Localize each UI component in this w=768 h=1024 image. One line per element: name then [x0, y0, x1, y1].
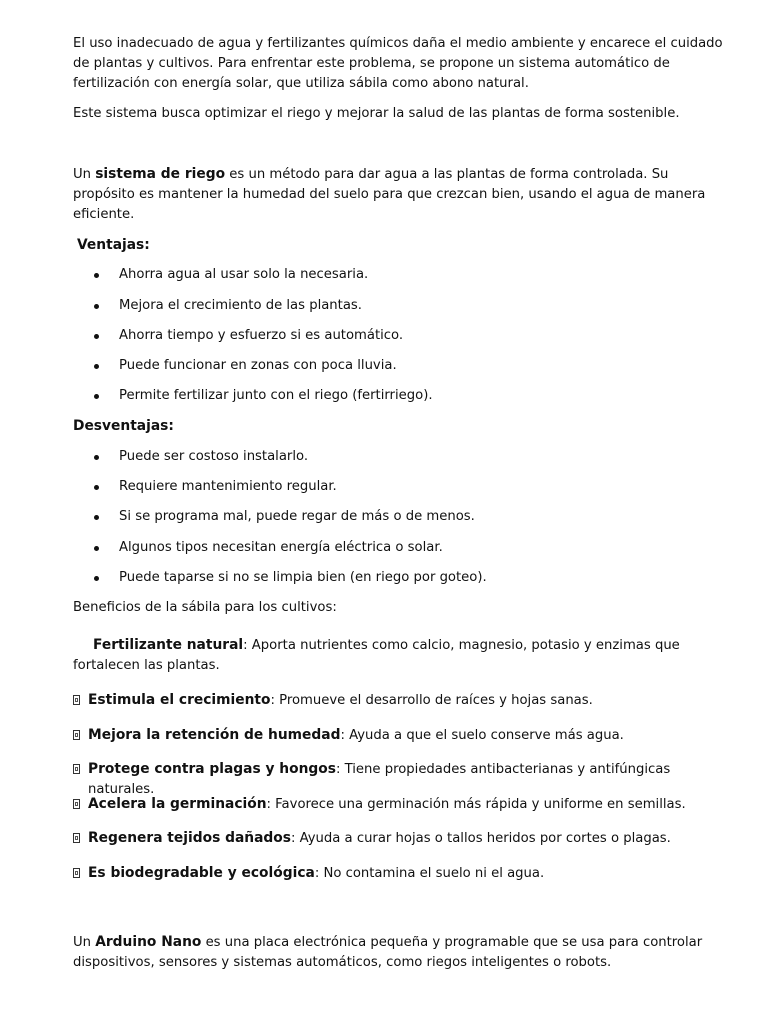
bullet-icon: [94, 364, 99, 369]
fertilizante-paragraph: [73, 635, 723, 676]
benefit-item: [73, 863, 723, 883]
list-item: [73, 386, 723, 406]
arduino-prefix: Un: [73, 934, 96, 950]
arduino-rest: es una placa electrónica pequeña y programable que se usa para controlar dispositivos, sensores y sistemas automáticos, como riegos inteligentes o robots.: [73, 934, 703, 970]
bullet-icon: [94, 546, 99, 551]
list-item: [73, 568, 723, 588]
list-item-text: Puede taparse si no se limpia bien (en riego por goteo).: [119, 569, 487, 585]
missing-glyph-icon: [73, 695, 80, 705]
benefit-text: : No contamina el suelo ni el agua.: [314, 865, 545, 881]
missing-glyph-icon: [73, 764, 80, 774]
ventajas-list: [73, 265, 723, 406]
riego-term: sistema de riego: [95, 166, 226, 182]
benefit-text: : Tiene propiedades antibacterianas y antifúngicas naturales.: [88, 762, 671, 798]
benefit-term: Acelera la germinación: [88, 795, 267, 812]
list-item: [73, 296, 723, 316]
list-item-text: Ahorra agua al usar solo la necesaria.: [119, 267, 369, 283]
missing-glyph-icon: [73, 833, 80, 843]
benefit-term: Mejora la retención de humedad: [88, 726, 341, 743]
benefit-item: [73, 828, 723, 848]
bullet-icon: [94, 304, 99, 309]
bullet-icon: [94, 273, 99, 278]
ventajas-heading: Ventajas:: [77, 237, 150, 253]
missing-glyph-icon: [73, 730, 80, 740]
document-page: [73, 30, 723, 973]
benefit-text: : Ayuda a curar hojas o tallos heridos por cortes o plagas.: [290, 831, 671, 847]
benefit-text: : Ayuda a que el suelo conserve más agua.: [340, 727, 624, 743]
benefit-term: Protege contra plagas y hongos: [88, 761, 336, 778]
list-item: [73, 447, 723, 467]
list-item-text: Requiere mantenimiento regular.: [119, 479, 337, 495]
list-item-text: Puede ser costoso instalarlo.: [119, 448, 309, 464]
bullet-icon: [94, 455, 99, 460]
missing-glyph-icon: [73, 868, 80, 878]
benefit-item: [73, 725, 723, 745]
list-item-text: Mejora el crecimiento de las plantas.: [119, 297, 362, 313]
riego-prefix: Un: [73, 167, 96, 182]
benefit-text: : Favorece una germinación más rápida y uniforme en semillas.: [266, 796, 686, 812]
list-item-text: Si se programa mal, puede regar de más o de menos.: [119, 509, 475, 525]
bullet-icon: [94, 576, 99, 581]
intro-paragraph-1: El uso inadecuado de agua y fertilizantes químicos daña el medio ambiente y encarece el cuidado de plantas y cultivos. Para enfrentar este problema, se propone un sistema automático de fertilización con energía solar, que utiliza sábila como abono natural.: [73, 36, 723, 91]
fertilizante-term: Fertilizante natural: [93, 636, 244, 653]
benefit-text: : Promueve el desarrollo de raíces y hojas sanas.: [270, 692, 593, 708]
list-item-text: Permite fertilizar junto con el riego (fertirriego).: [119, 388, 433, 404]
arduino-paragraph: [73, 932, 723, 973]
benefit-term: Regenera tejidos dañados: [88, 830, 291, 847]
list-item-text: Puede funcionar en zonas con poca lluvia.: [119, 358, 397, 374]
benefit-item: [73, 794, 723, 814]
list-item: [73, 356, 723, 376]
benefit-item: [73, 759, 723, 798]
missing-glyph-icon: [73, 799, 80, 809]
list-item-text: Ahorra tiempo y esfuerzo si es automático.: [119, 327, 404, 343]
bullet-icon: [94, 515, 99, 520]
arduino-term: Arduino Nano: [95, 933, 202, 950]
riego-rest: es un método para dar agua a las plantas de forma controlada. Su propósito es mantener la humedad del suelo para que crezcan bien, usando el agua de manera eficiente.: [73, 167, 706, 222]
list-item: [73, 477, 723, 497]
desventajas-list: [73, 447, 723, 588]
riego-paragraph: [73, 164, 723, 225]
bullet-icon: [94, 485, 99, 490]
benefit-item: [73, 690, 723, 710]
intro-paragraph-2: Este sistema busca optimizar el riego y mejorar la salud de las plantas de forma sostenible.: [73, 106, 680, 121]
fertilizante-text: : Aporta nutrientes como calcio, magnesio, potasio y enzimas que fortalecen las plantas.: [73, 637, 680, 673]
list-item: [73, 326, 723, 346]
list-item: [73, 538, 723, 558]
list-item: [73, 507, 723, 527]
list-item: [73, 265, 723, 285]
beneficios-title: Beneficios de la sábila para los cultivos:: [73, 599, 337, 615]
bullet-icon: [94, 334, 99, 339]
bullet-icon: [94, 394, 99, 399]
list-item-text: Algunos tipos necesitan energía eléctrica o solar.: [119, 539, 443, 555]
benefit-term: Estimula el crecimiento: [88, 691, 271, 708]
benefit-term: Es biodegradable y ecológica: [88, 864, 315, 881]
desventajas-heading: Desventajas:: [73, 418, 174, 435]
